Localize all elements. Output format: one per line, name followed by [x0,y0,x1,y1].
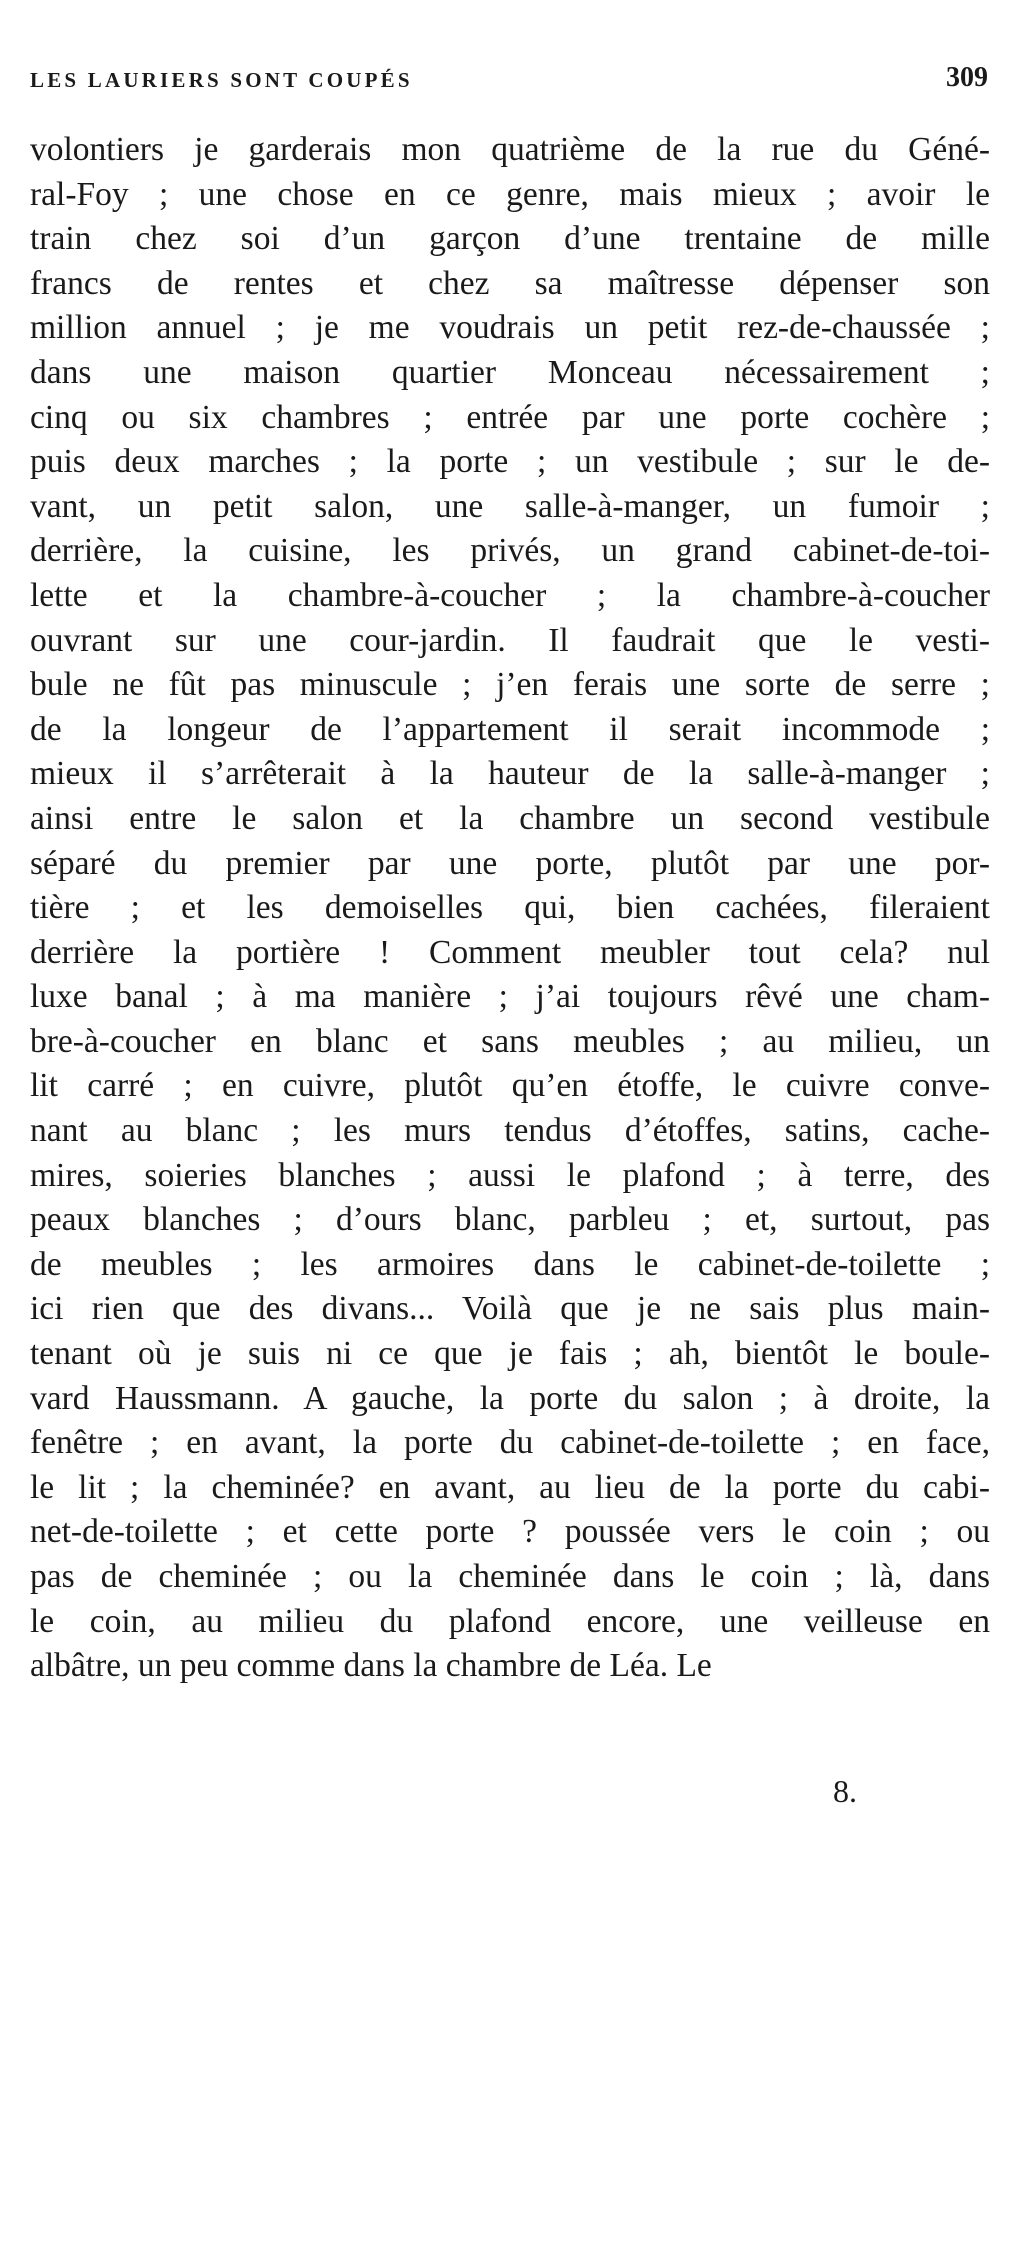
text-line: le coin, au milieu du plafond encore, une veilleuse en [30,1602,990,1640]
text-line: mires, soieries blanches ; aussi le plafond ; à terre, des [30,1156,990,1194]
text-line: dans une maison quartier Monceau nécessairement ; [30,353,990,391]
text-line: peaux blanches ; d’ours blanc, parbleu ; et, surtout, pas [30,1201,990,1239]
text-line: lette et la chambre-à-coucher ; la chambre-à-coucher [30,576,990,614]
text-line: luxe banal ; à ma manière ; j’ai toujours rêvé une cham- [30,978,990,1016]
text-line: ici rien que des divans... Voilà que je ne sais plus main- [30,1290,990,1328]
text-line: fenêtre ; en avant, la porte du cabinet-de-toilette ; en face, [30,1424,990,1462]
body-text [30,128,990,1689]
text-line: cinq ou six chambres ; entrée par une porte cochère ; [30,398,990,436]
text-line: le lit ; la cheminée? en avant, au lieu de la porte du cabi- [30,1468,990,1506]
text-line: mieux il s’arrêterait à la hauteur de la salle-à-manger ; [30,755,990,793]
signature-mark: 8. [833,1773,857,1809]
text-line: tenant où je suis ni ce que je fais ; ah, bientôt le boule- [30,1335,990,1373]
text-line: bule ne fût pas minuscule ; j’en ferais une sorte de serre ; [30,666,990,704]
text-line: volontiers je garderais mon quatrième de la rue du Géné- [30,131,990,168]
text-line: albâtre, un peu comme dans la chambre de Léa. Le [30,1647,712,1685]
text-line: bre-à-coucher en blanc et sans meubles ; au milieu, un [30,1022,990,1060]
text-line: de la longeur de l’appartement il serait incommode ; [30,710,990,748]
text-line: francs de rentes et chez sa maîtresse dépenser son [30,264,990,302]
text-line: derrière la portière ! Comment meubler tout cela? nul [30,933,990,971]
text-line: derrière, la cuisine, les privés, un grand cabinet-de-toi- [30,532,990,570]
text-line: ral-Foy ; une chose en ce genre, mais mieux ; avoir le [30,175,990,213]
text-line: nant au blanc ; les murs tendus d’étoffes, satins, cache- [30,1112,990,1150]
text-line: lit carré ; en cuivre, plutôt qu’en étoffe, le cuivre conve- [30,1067,990,1105]
text-line: ainsi entre le salon et la chambre un second vestibule [30,799,990,837]
text-line: vant, un petit salon, une salle-à-manger, un fumoir ; [30,487,990,525]
text-line: million annuel ; je me voudrais un petit rez-de-chaussée ; [30,309,990,347]
text-line: séparé du premier par une porte, plutôt par une por- [30,844,990,882]
text-line: train chez soi d’un garçon d’une trentaine de mille [30,220,990,258]
text-line: de meubles ; les armoires dans le cabinet-de-toilette ; [30,1245,990,1283]
text-line: puis deux marches ; la porte ; un vestibule ; sur le de- [30,443,990,481]
page-number: 309 [946,62,988,93]
text-line: vard Haussmann. A gauche, la porte du salon ; à droite, la [30,1379,990,1417]
running-title: LES LAURIERS SONT COUPÉS [30,68,413,92]
running-head [30,62,988,102]
text-line: net-de-toilette ; et cette porte ? poussée vers le coin ; ou [30,1513,990,1551]
text-line: tière ; et les demoiselles qui, bien cachées, fileraient [30,889,990,927]
text-line: pas de cheminée ; ou la cheminée dans le coin ; là, dans [30,1558,990,1595]
text-line: ouvrant sur une cour-jardin. Il faudrait que le vesti- [30,621,990,659]
